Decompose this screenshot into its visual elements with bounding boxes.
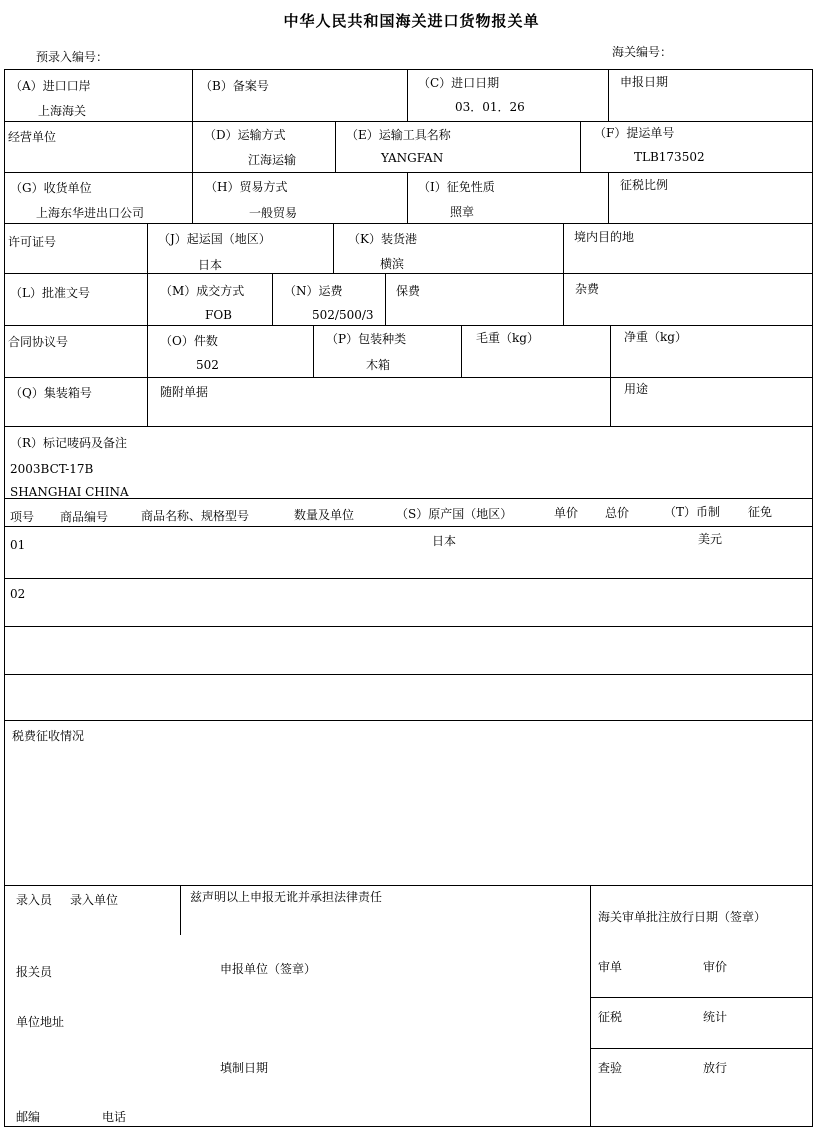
item-no: 01: [10, 538, 26, 552]
insurance-label: 保费: [396, 284, 421, 298]
loading-port-value: 横滨: [380, 257, 405, 271]
import-port-value: 上海海关: [38, 104, 87, 118]
levy-nature-value: 照章: [450, 205, 475, 219]
item-no: 02: [10, 587, 26, 601]
form-title: 中华人民共和国海关进口货物报关单: [283, 12, 540, 30]
item-origin: 日本: [432, 534, 457, 548]
entry-unit-label: 录入单位: [70, 893, 119, 907]
record-number-label: （B）备案号: [200, 79, 269, 93]
phone-label: 电话: [102, 1110, 127, 1124]
marks-remarks-label: （R）标记唛码及备注: [10, 436, 128, 450]
levy-nature-label: （I）征免性质: [418, 180, 495, 194]
col-commodity-code: 商品编号: [60, 510, 109, 524]
customs-number-label: 海关编号：: [612, 45, 673, 59]
container-number-label: （Q）集装箱号: [10, 386, 92, 400]
pricing-label: 审价: [703, 960, 728, 974]
approval-number-label: （L）批准文号: [10, 286, 90, 300]
col-item-no: 项号: [10, 510, 35, 524]
transport-mode-value: 江海运输: [248, 153, 297, 167]
net-weight-label: 净重（kg）: [624, 330, 687, 344]
col-total-price: 总价: [605, 506, 630, 520]
contract-number-label: 合同协议号: [8, 335, 69, 349]
tax-ratio-label: 征税比例: [620, 178, 669, 192]
vessel-name-value: YANGFAN: [381, 151, 444, 165]
freight-label: （N）运费: [284, 284, 343, 298]
domestic-destination-label: 境内目的地: [574, 230, 635, 244]
col-origin-country: （S）原产国（地区）: [396, 507, 513, 521]
import-port-label: （A）进口口岸: [10, 79, 91, 93]
statistics-label: 统计: [703, 1010, 728, 1024]
package-count-label: （O）件数: [160, 334, 218, 348]
freight-value: 502/500/3: [312, 308, 374, 322]
entry-clerk-label: 录入员: [16, 893, 53, 907]
transaction-method-label: （M）成交方式: [160, 284, 245, 298]
trade-mode-value: 一般贸易: [249, 206, 298, 220]
license-number-label: 许可证号: [8, 235, 57, 249]
attached-documents-label: 随附单据: [160, 385, 209, 399]
customs-broker-label: 报关员: [16, 965, 53, 979]
declaring-unit-label: 申报单位（签章）: [220, 962, 317, 976]
package-type-label: （P）包装种类: [326, 332, 407, 346]
loading-port-label: （K）装货港: [348, 232, 417, 246]
import-date-label: （C）进口日期: [418, 76, 500, 90]
gross-weight-label: 毛重（kg）: [476, 331, 539, 345]
unit-address-label: 单位地址: [16, 1015, 65, 1029]
declaration-statement: 兹声明以上申报无讹并承担法律责任: [190, 890, 383, 904]
bill-of-lading-label: （F）提运单号: [594, 126, 675, 140]
tax-collection-label: 税费征收情况: [12, 729, 85, 743]
operating-unit-label: 经营单位: [8, 130, 57, 144]
col-currency: （T）币制: [664, 505, 721, 519]
taxation-label: 征税: [598, 1010, 623, 1024]
transport-mode-label: （D）运输方式: [204, 128, 286, 142]
trade-mode-label: （H）贸易方式: [205, 180, 288, 194]
bill-of-lading-value: TLB173502: [634, 150, 705, 164]
marks-line-2: SHANGHAI CHINA: [10, 485, 129, 499]
marks-line-1: 2003BCT-17B: [10, 462, 94, 476]
fill-date-label: 填制日期: [220, 1061, 269, 1075]
col-exemption: 征免: [748, 505, 773, 519]
misc-fee-label: 杂费: [575, 282, 600, 296]
pre-entry-number-label: 预录入编号：: [36, 50, 109, 64]
postcode-label: 邮编: [16, 1110, 41, 1124]
col-unit-price: 单价: [554, 506, 579, 520]
package-type-value: 木箱: [366, 358, 391, 372]
vessel-name-label: （E）运输工具名称: [346, 128, 451, 142]
col-quantity: 数量及单位: [294, 508, 355, 522]
release-label: 放行: [703, 1061, 728, 1075]
consignee-value: 上海东华进出口公司: [36, 206, 145, 220]
origin-country-value: 日本: [198, 258, 223, 272]
col-commodity-name: 商品名称、规格型号: [141, 509, 250, 523]
transaction-method-value: FOB: [205, 308, 232, 322]
consignee-label: （G）收货单位: [10, 181, 92, 195]
usage-label: 用途: [624, 382, 649, 396]
customs-approval-label: 海关审单批注放行日期（签章）: [598, 910, 767, 924]
import-date-value: 03．01．26: [455, 100, 525, 114]
declaration-date-label: 申报日期: [620, 75, 669, 89]
inspection-label: 查验: [598, 1061, 623, 1075]
package-count-value: 502: [196, 358, 219, 372]
review-label: 审单: [598, 960, 623, 974]
origin-country-label: （J）起运国（地区）: [158, 232, 271, 246]
item-currency: 美元: [698, 532, 723, 546]
